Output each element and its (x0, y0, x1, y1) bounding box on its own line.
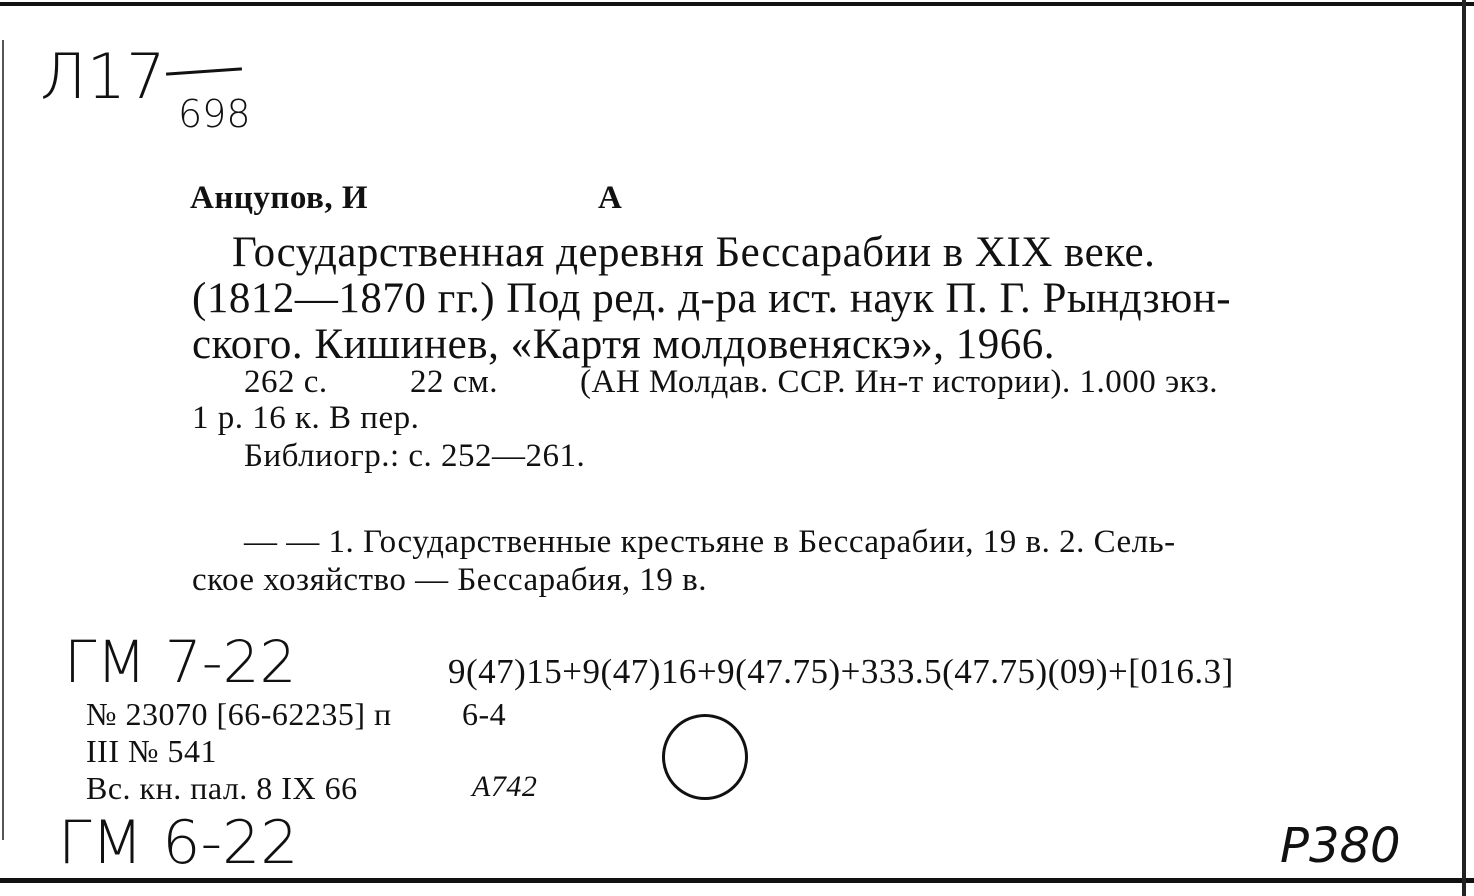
handwritten-mark-bottom: ГМ 6-22 (58, 808, 299, 878)
author-initial: А (598, 180, 623, 216)
collation-pages: 262 с. (244, 364, 328, 400)
handwritten-shelf-mark: Л17 (40, 40, 166, 113)
author-heading: Анцупов, И (190, 180, 369, 216)
card-number: № 23070 [66-62235] п (86, 696, 392, 732)
subject-headings-line-2: ское хозяйство — Бессарабия, 19 в. (192, 562, 707, 598)
series-number: III № 541 (86, 733, 217, 769)
collation-series: (АН Молдав. ССР. Ин-т истории). 1.000 экз. (580, 364, 1219, 400)
book-chamber-line: Вс. кн. пал. 8 IX 66 (86, 770, 358, 806)
handwritten-mark-middle: ГМ 7-22 (64, 628, 297, 696)
title-line-3: ского. Кишинев, «Картя молдовеняскэ», 1966. (192, 321, 1055, 368)
stamp-circle (662, 714, 748, 800)
title-line-2: (1812—1870 гг.) Под ред. д-ра ист. наук П. Г. Рындзюн- (192, 275, 1232, 322)
book-chamber-code: А742 (472, 770, 538, 803)
card-number-suffix: 6-4 (462, 696, 507, 732)
bibliography-note: Библиогр.: с. 252—261. (244, 438, 586, 474)
collation-size: 22 см. (410, 364, 499, 400)
card-top-border (0, 2, 1474, 6)
card-right-border (1462, 0, 1466, 896)
shelf-fraction-line (166, 67, 242, 75)
classification-index: 9(47)15+9(47)16+9(47.75)+333.5(47.75)(09)+[016.3] (448, 652, 1234, 691)
price-binding: 1 р. 16 к. В пер. (192, 400, 420, 436)
card-left-border (2, 40, 4, 840)
subject-headings-line-1: — — 1. Государственные крестьяне в Бессарабии, 19 в. 2. Сель- (244, 524, 1176, 560)
handwritten-shelf-number: 698 (178, 92, 251, 136)
handwritten-price-mark: Р380 (1280, 818, 1401, 874)
title-line-1: Государственная деревня Бессарабии в XIX веке. (232, 229, 1156, 276)
card-bottom-border (0, 878, 1474, 883)
